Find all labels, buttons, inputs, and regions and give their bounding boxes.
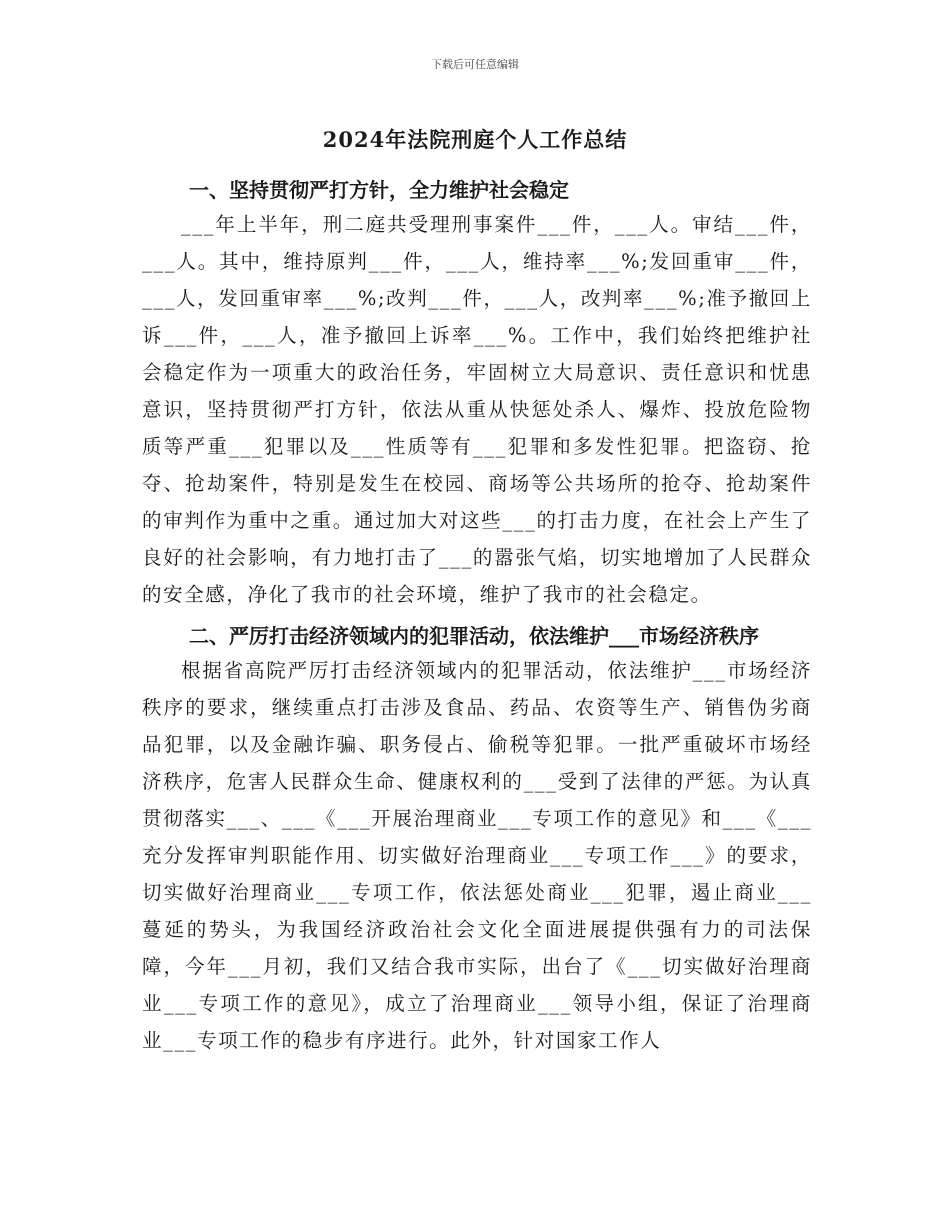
section-paragraph-1: ___年上半年，刑二庭共受理刑事案件___件，___人。审结___件，___人。其中，维持原判___件，___人，维持率___%;发回重审___件，___人，发回重审率___%;改判___件，___人，改判率___%;准予撤回上诉___件，___人，准予撤回上诉率___%。工作中，我们始终把维护社会稳定作为一项重大的政治任务，牢固树立大局意识、责任意识和忧患意识，坚持贯彻严打方针，依法从重从快惩处杀人、爆炸、投放危险物质等严重___犯罪以及___性质等有___犯罪和多发性犯罪。把盗窃、抢夺、抢劫案件，特别是发生在校园、商场等公共场所的抢夺、抢劫案件的审判作为重中之重。通过加大对这些___的打击力度，在社会上产生了良好的社会影响，有力地打击了___的嚣张气焰，切实地增加了人民群众的安全感，净化了我市的社会环境，维护了我市的社会稳定。: [142, 213, 812, 606]
document-title: 2024年法院刑庭个人工作总结: [322, 127, 628, 152]
section-heading-2: 二、严厉打击经济领域内的犯罪活动，依法维护___市场经济秩序: [189, 624, 759, 648]
header-note: 下载后可任意编辑: [431, 58, 519, 71]
section-paragraph-2: 根据省高院严厉打击经济领域内的犯罪活动，依法维护___市场经济秩序的要求，继续重点打击涉及食品、药品、农资等生产、销售伪劣商品犯罪，以及金融诈骗、职务侵占、偷税等犯罪。一批严重破坏市场经济秩序，危害人民群众生命、健康权利的___受到了法律的严惩。为认真贯彻落实___、___《___开展治理商业___专项工作的意见》和___《___充分发挥审判职能作用、切实做好治理商业___专项工作___》的要求，切实做好治理商业___专项工作，依法惩处商业___犯罪，遏止商业___蔓延的势头，为我国经济政治社会文化全面进展提供强有力的司法保障，今年___月初，我们又结合我市实际，出台了《___切实做好治理商业___专项工作的意见》，成立了治理商业___领导小组，保证了治理商业___专项工作的稳步有序进行。此外，针对国家工作人: [142, 659, 812, 1052]
section-heading-1: 一、坚持贯彻严打方针，全力维护社会稳定: [189, 178, 569, 202]
